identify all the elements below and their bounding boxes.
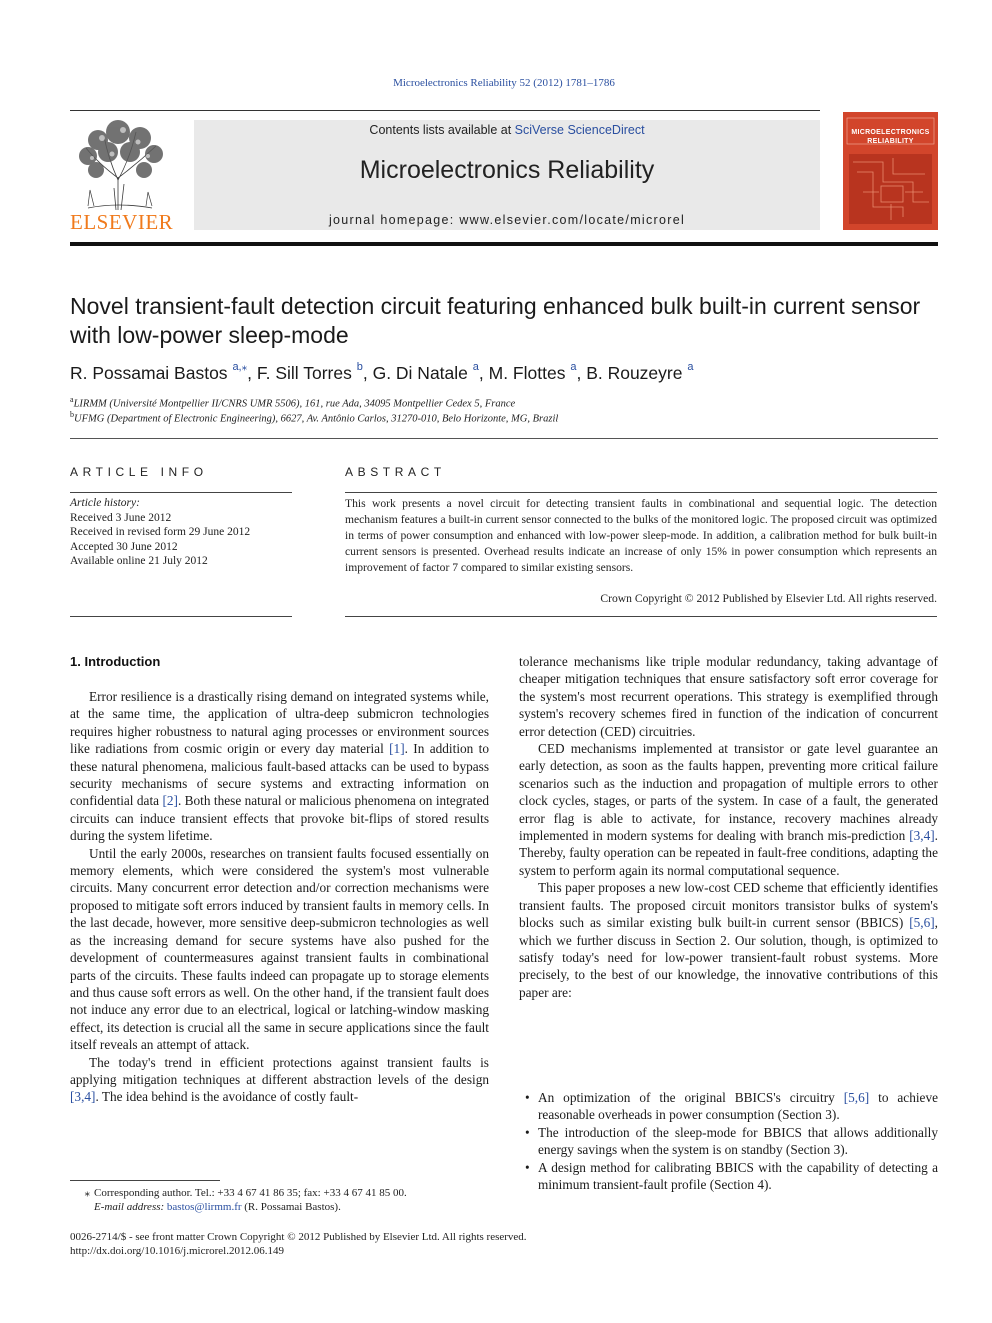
journal-citation[interactable]: Microelectronics Reliability 52 (2012) 1781–1786	[393, 77, 615, 89]
doi-link[interactable]: http://dx.doi.org/10.1016/j.microrel.2012.06.149	[70, 1245, 284, 1257]
list-item: • A design method for calibrating BBICS with the capability of detecting a minimum transient-fault profile (Section 4).	[525, 1159, 938, 1193]
reference-link[interactable]: [3,4]	[70, 1089, 96, 1105]
abstract-rule-top	[345, 492, 937, 493]
article-info-heading: ARTICLE INFO	[70, 465, 208, 479]
reference-link[interactable]: [5,6]	[909, 915, 935, 931]
section-title-introduction: 1. Introduction	[70, 654, 161, 669]
article-history	[70, 496, 292, 569]
paragraph: CED mechanisms implemented at transistor or gate level guarantee an early detection, as soon as the faults happen, preventing more critical failure scenarios such as the induction and propagation of multiple errors to other clock cycles, stages, or parts of the system. In case of a fault, the generated error flag is able to activate, for instance, recovery machines already implemented in modern systems for dealing with branch mis-prediction [3,4]. Thereby, faulty operation can be repeated in fault-free conditions, adapting the system to perform again its normal computational sequence.	[519, 741, 938, 878]
affiliation-b: $^b$UFMG (Department of Electronic Engineering), 6627, Av. Antônio Carlos, 31270-010, Belo Horizonte, MG, Brazil	[70, 410, 559, 425]
author[interactable]: M. Flottes $^a$	[488, 361, 577, 383]
abstract-heading: ABSTRACT	[345, 465, 446, 479]
list-item: • The introduction of the sleep-mode for BBICS that allows additionally energy savings when the system is on standby (Section 3).	[525, 1124, 938, 1158]
history-revised: Received in revised form 29 June 2012	[70, 526, 251, 539]
issn-line: 0026-2714/$ - see front matter Crown Copyright © 2012 Published by Elsevier Ltd. All rights reserved.	[70, 1231, 527, 1243]
reference-link[interactable]: [5,6]	[843, 1090, 870, 1105]
reference-link[interactable]: [1]	[389, 741, 405, 757]
affiliation-a: $^a$LIRMM (Université Montpellier II/CNRS UMR 5506), 161, rue Ada, 34095 Montpellier Cedex 5, France	[70, 395, 516, 410]
footnote-star: ⁎	[84, 1187, 90, 1199]
reference-link[interactable]: [2]	[162, 793, 178, 809]
header-thick-rule	[70, 242, 938, 246]
history-label: Article history:	[70, 497, 140, 509]
cover-title-line1: MICROELECTRONICS	[851, 129, 930, 136]
paragraph: The today's trend in efficient protections against transient faults is applying mitigation techniques at different abstraction levels of the design [3,4]. The idea behind is the avoidance of costly fault-	[70, 1054, 489, 1105]
author[interactable]: R. Possamai Bastos $^{a,⁎}$	[70, 361, 248, 383]
paragraph: Until the early 2000s, researches on transient faults focused essentially on memory elements, which were considered the system's most vulnerable circuits. Many concurrent error detection and/or correction mechanisms were proposed to mitigate soft errors induced by transient faults in memory cells. In the last decade, however, more sensitive deep-submicron technologies as well as the increasing demand for secure systems have also pushed for the development of countermeasures against transient faults in combinational parts of the circuits. These faults indeed can propagate up to storage elements and thus cause soft errors as well. On the other hand, if the transient fault does not induce any error due to an electrical, logical or latching-window masking effect, its detection is crucial all the same in secure applications since the fault itself reveals an attempt of attack.	[70, 845, 489, 1053]
bullet-icon: •	[525, 1124, 530, 1140]
elsevier-wordmark: ELSEVIER	[70, 210, 174, 234]
article-info-rule-bottom	[70, 616, 292, 617]
contribution-list	[519, 1089, 938, 1193]
abstract-copyright: Crown Copyright © 2012 Published by Elsevier Ltd. All rights reserved.	[600, 592, 937, 605]
history-online: Available online 21 July 2012	[70, 555, 208, 568]
journal-title: Microelectronics Reliability	[359, 156, 655, 184]
author-list: R. Possamai Bastos $^{a,⁎}$, F. Sill Torres $^b$, G. Di Natale $^a$, M. Flottes $^a$, B. Rouzeyre $^a$	[70, 361, 694, 383]
bullet-icon: •	[525, 1090, 530, 1105]
paragraph: This paper proposes a new low-cost CED scheme that efficiently identifies transient faults. The proposed circuit monitors transistor bulks of system's blocks such as similar existing bulk built-in current sensor (BBICS) [5,6], which we further discuss in Section 2. Our solution, though, is optimized to satisfy today's need for low-power transient-fault robust systems. More precisely, to the best of our knowledge, the innovative contributions of this paper are:	[519, 880, 938, 1000]
abstract-rule-bottom	[345, 616, 937, 617]
abstract-text: This work presents a novel circuit for detecting transient faults in combinational and sequential logic. The detection mechanism features a built-in current sensor connected to the bulks of the monitored logic. The proposed circuit was optimized in terms of power consumption and enhanced with low-power sleep-mode. In addition, a calibration method for bulk built-in current sensors is presented. Overhead results indicate an increase of only 15% in power consumption which represents an improvement of factor 7 compared to similar existing sensors.	[345, 497, 937, 574]
affiliation-rule	[70, 438, 938, 439]
sciencedirect-link[interactable]: SciVerse ScienceDirect	[514, 123, 645, 137]
paper-title: Novel transient-fault detection circuit featuring enhanced bulk built-in current sensor with low-power sleep-mode	[70, 293, 921, 348]
right-column	[519, 653, 938, 1001]
header-rule	[70, 110, 820, 111]
cover-circuit-graphic	[843, 112, 938, 230]
left-column	[70, 688, 489, 1106]
author[interactable]: F. Sill Torres $^b$	[256, 361, 363, 383]
author[interactable]: B. Rouzeyre $^a$	[586, 361, 694, 383]
paragraph: Error resilience is a drastically rising demand on integrated systems while, at the same time, the application of ultra-deep submicron technologies requires higher robustness to natural aging processes or environment sources like radiations from cosmic origin or every day material [1]. In addition to these natural phenomena, malicious fault-based attacks can be used to bypass security mechanisms of secure systems and extracting information on confidential data [2]. Both these natural or malicious phenomena on integrated circuits can induce transient effects that provoke bit-flips of stored results during the system lifetime.	[70, 689, 489, 844]
paragraph: tolerance mechanisms like triple modular redundancy, taking advantage of cheaper mitigation techniques that ensure satisfactory soft error coverage for the system's most recurrent operations. This strategy is exemplified through system's recovery schemes fired in function of the indication of concurrent error detection (CED) circuitries.	[519, 654, 938, 739]
journal-homepage[interactable]: journal homepage: www.elsevier.com/locate/microrel	[328, 213, 686, 227]
author[interactable]: G. Di Natale $^a$	[372, 361, 479, 383]
journal-cover-thumbnail	[843, 112, 938, 230]
cover-title-line2: RELIABILITY	[867, 138, 914, 145]
footnote-rule	[70, 1180, 220, 1181]
journal-banner	[194, 120, 820, 230]
bullet-icon: •	[525, 1159, 530, 1175]
contents-prefix: Contents lists available at	[369, 123, 515, 137]
author-email-link[interactable]: bastos@lirmm.fr	[166, 1201, 242, 1213]
corresponding-author-note: ⁎ Corresponding author. Tel.: +33 4 67 41 86 35; fax: +33 4 67 41 85 00.	[70, 1186, 407, 1199]
list-item: • An optimization of the original BBICS's circuitry [5,6] to achieve reasonable overheads in power consumption (Section 3).	[525, 1090, 939, 1123]
contents-line	[194, 123, 820, 137]
history-received: Received 3 June 2012	[70, 511, 172, 524]
email-note: E-mail address: bastos@lirmm.fr (R. Possamai Bastos).	[94, 1201, 341, 1213]
history-accepted: Accepted 30 June 2012	[70, 540, 178, 553]
reference-link[interactable]: [3,4]	[909, 828, 935, 844]
article-info-rule-top	[70, 492, 292, 493]
